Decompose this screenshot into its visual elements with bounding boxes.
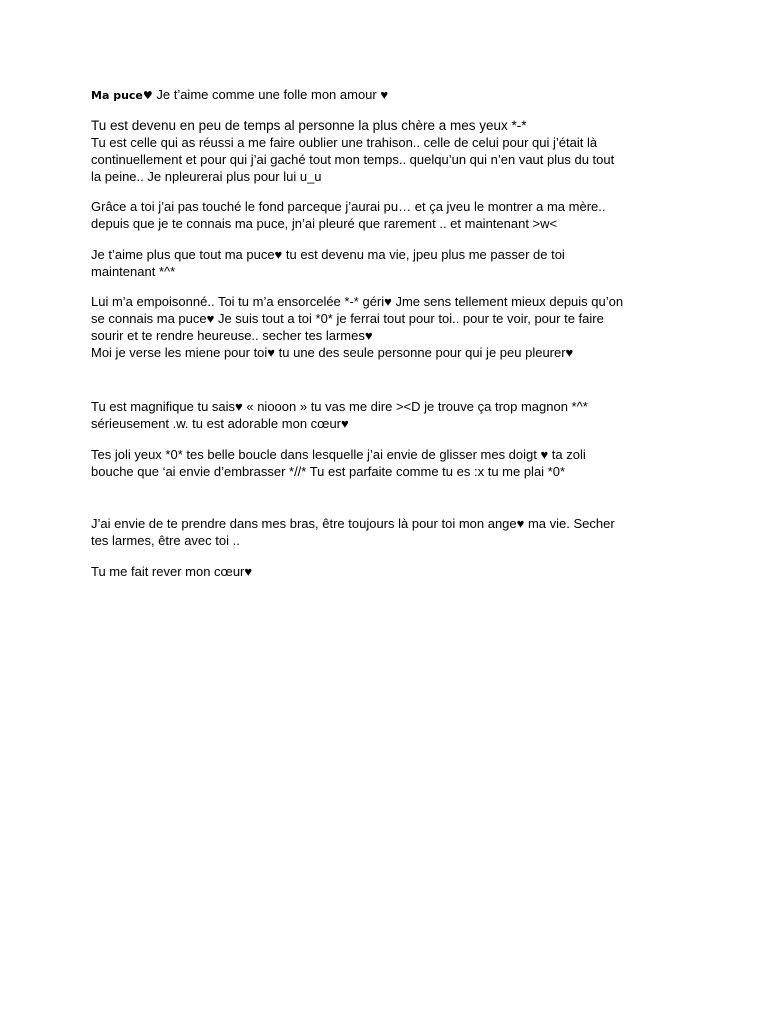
heading-name: Ma puce♥ <box>91 89 153 102</box>
document-page <box>91 86 691 580</box>
paragraph-6: Tu est magnifique tu sais♥ « niooon » tu vas me dire ><D je trouve ça trop magnon *^* sérieusement .w. tu est adorable mon cœur♥ <box>91 399 588 431</box>
paragraph-3: Grâce a toi j’ai pas touché le fond parceque j’aurai pu… et ça jveu le montrer a ma mère.. depuis que je te connais ma puce, jn’ai pleuré que rarement .. et maintenant >w< <box>91 199 606 231</box>
paragraph-7: Tes joli yeux *0* tes belle boucle dans lesquelle j’ai envie de glisser mes doigt ♥ ta zoli bouche que ‘ai envie d’embrasser *//* Tu est parfaite comme tu es :x tu me plai *0* <box>91 447 586 479</box>
paragraph-4: Je t’aime plus que tout ma puce♥ tu est devenu ma vie, jpeu plus me passer de toi maintenant *^* <box>91 247 565 279</box>
paragraph-5: Lui m’a empoisonné.. Toi tu m’a ensorcelée *-* géri♥ Jme sens tellement mieux depuis qu’on se connais ma puce♥ Je suis tout a toi *0* je ferrai tout pour toi.. pour te voir, pour te faire sourir et te rendre heureuse.. secher tes larmes♥ Moi je verse les miene pour toi♥ tu une des seule personne pour qui je peu pleurer♥ <box>91 294 624 360</box>
letter-heading <box>91 86 691 104</box>
paragraph-8: J’ai envie de te prendre dans mes bras, être toujours là pour toi mon ange♥ ma vie. Secher tes larmes, être avec toi .. <box>91 516 615 548</box>
paragraph-2: Tu est celle qui as réussi a me faire oublier une trahison.. celle de celui pour qui j’était là continuellement et pour qui j’ai gaché tout mon temps.. quelqu’un qui n’en vaut plus du tout la peine.. Je npleurerai plus pour lui u_u <box>91 135 615 184</box>
heading-text: Je t’aime comme une folle mon amour ♥ <box>152 87 389 102</box>
paragraph-9: Tu me fait rever mon cœur♥ <box>91 564 253 579</box>
paragraph-1: Tu est devenu en peu de temps al personne la plus chère a mes yeux *-* <box>91 118 527 133</box>
